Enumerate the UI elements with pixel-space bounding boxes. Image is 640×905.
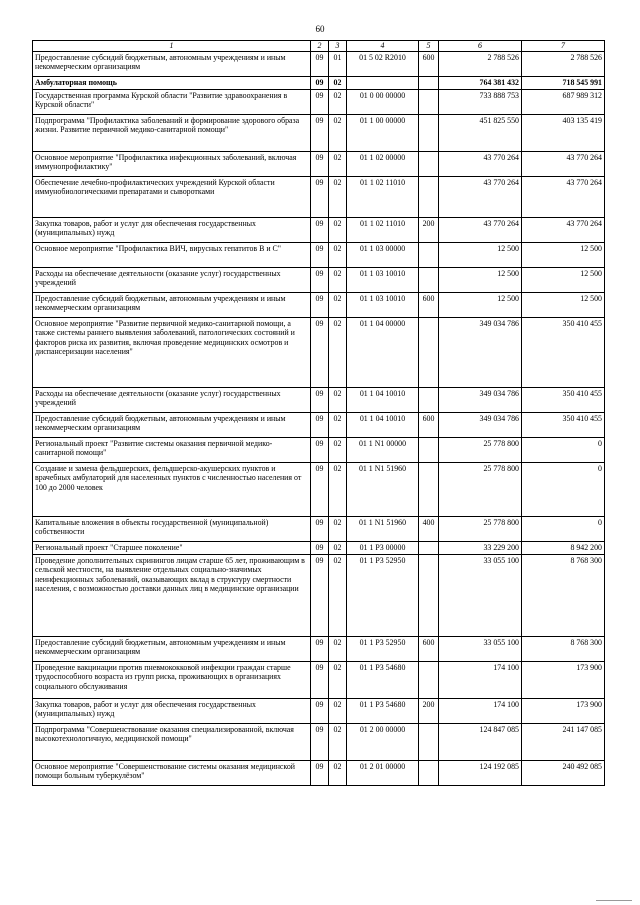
row-sum-2022: 0 <box>522 462 605 516</box>
row-section: 09 <box>311 437 329 462</box>
table-row <box>33 636 605 661</box>
row-subsection: 02 <box>329 114 347 151</box>
row-sum-2021: 33 229 200 <box>439 541 522 554</box>
table-row <box>33 412 605 437</box>
row-sum-2021: 733 888 753 <box>439 89 522 114</box>
column-number: 5 <box>419 41 439 52</box>
row-expense-type <box>419 387 439 412</box>
row-sum-2021: 451 825 550 <box>439 114 522 151</box>
row-sum-2021: 124 847 085 <box>439 723 522 760</box>
row-expense-type <box>419 151 439 176</box>
table-row <box>33 554 605 636</box>
row-subsection: 02 <box>329 317 347 387</box>
row-section: 09 <box>311 242 329 267</box>
row-name: Основное мероприятие "Профилактика ВИЧ, вирусных гепатитов В и С" <box>33 242 311 267</box>
row-target-article: 01 1 04 00000 <box>347 317 419 387</box>
table-row <box>33 541 605 554</box>
row-target-article: 01 1 03 10010 <box>347 267 419 292</box>
table-row <box>33 760 605 785</box>
row-subsection: 02 <box>329 89 347 114</box>
row-expense-type <box>419 437 439 462</box>
row-sum-2021: 43 770 264 <box>439 151 522 176</box>
row-sum-2021: 124 192 085 <box>439 760 522 785</box>
table-row <box>33 516 605 541</box>
row-name: Закупка товаров, работ и услуг для обеспечения государственных (муниципальных) нужд <box>33 217 311 242</box>
row-section: 09 <box>311 76 329 89</box>
row-section: 09 <box>311 661 329 698</box>
row-subsection: 02 <box>329 151 347 176</box>
row-name: Региональный проект "Развитие системы оказания первичной медико-санитарной помощи" <box>33 437 311 462</box>
table-row <box>33 661 605 698</box>
row-name: Предоставление субсидий бюджетным, автономным учреждениям и иным некоммерческим организациям <box>33 292 311 317</box>
table-row <box>33 437 605 462</box>
table-row <box>33 89 605 114</box>
row-expense-type: 600 <box>419 292 439 317</box>
row-name: Амбулаторная помощь <box>33 76 311 89</box>
row-sum-2022: 173 900 <box>522 661 605 698</box>
row-expense-type <box>419 723 439 760</box>
row-expense-type: 200 <box>419 217 439 242</box>
row-sum-2022: 43 770 264 <box>522 151 605 176</box>
table-row <box>33 267 605 292</box>
row-section: 09 <box>311 412 329 437</box>
row-sum-2021: 349 034 786 <box>439 412 522 437</box>
row-target-article: 01 1 P3 54680 <box>347 661 419 698</box>
row-section: 09 <box>311 114 329 151</box>
table-row <box>33 292 605 317</box>
row-name: Расходы на обеспечение деятельности (оказание услуг) государственных учреждений <box>33 387 311 412</box>
row-sum-2022: 350 410 455 <box>522 387 605 412</box>
row-section: 09 <box>311 217 329 242</box>
row-sum-2021: 33 055 100 <box>439 554 522 636</box>
row-target-article: 01 5 02 R2010 <box>347 51 419 76</box>
row-sum-2021: 33 055 100 <box>439 636 522 661</box>
row-subsection: 02 <box>329 636 347 661</box>
row-subsection: 01 <box>329 51 347 76</box>
row-section: 09 <box>311 292 329 317</box>
row-expense-type <box>419 554 439 636</box>
page-number: 60 <box>315 24 325 34</box>
row-target-article: 01 1 N1 51960 <box>347 462 419 516</box>
table-row <box>33 114 605 151</box>
row-sum-2022: 8 942 200 <box>522 541 605 554</box>
row-expense-type: 600 <box>419 51 439 76</box>
row-expense-type <box>419 114 439 151</box>
row-sum-2021: 12 500 <box>439 242 522 267</box>
row-sum-2022: 8 768 300 <box>522 554 605 636</box>
row-expense-type <box>419 317 439 387</box>
table-row <box>33 698 605 723</box>
row-expense-type: 400 <box>419 516 439 541</box>
row-target-article: 01 2 01 00000 <box>347 760 419 785</box>
row-sum-2022: 2 788 526 <box>522 51 605 76</box>
row-subsection: 02 <box>329 541 347 554</box>
row-target-article: 01 1 02 00000 <box>347 151 419 176</box>
table-row <box>33 242 605 267</box>
row-section: 09 <box>311 176 329 217</box>
row-sum-2022: 173 900 <box>522 698 605 723</box>
row-sum-2021: 25 778 800 <box>439 516 522 541</box>
row-subsection: 02 <box>329 267 347 292</box>
row-subsection: 02 <box>329 412 347 437</box>
row-section: 09 <box>311 387 329 412</box>
row-section: 09 <box>311 51 329 76</box>
row-subsection: 02 <box>329 554 347 636</box>
row-section: 09 <box>311 541 329 554</box>
row-sum-2022: 687 989 312 <box>522 89 605 114</box>
row-subsection: 02 <box>329 462 347 516</box>
table-row <box>33 217 605 242</box>
row-section: 09 <box>311 698 329 723</box>
row-name: Расходы на обеспечение деятельности (оказание услуг) государственных учреждений <box>33 267 311 292</box>
row-sum-2022: 43 770 264 <box>522 217 605 242</box>
column-number: 2 <box>311 41 329 52</box>
row-target-article: 01 2 00 00000 <box>347 723 419 760</box>
row-section: 09 <box>311 636 329 661</box>
row-target-article: 01 1 00 00000 <box>347 114 419 151</box>
row-sum-2021: 25 778 800 <box>439 462 522 516</box>
table-body <box>33 41 605 786</box>
row-name: Государственная программа Курской области "Развитие здравоохранения в Курской области" <box>33 89 311 114</box>
row-sum-2021: 12 500 <box>439 267 522 292</box>
row-sum-2021: 12 500 <box>439 292 522 317</box>
row-expense-type <box>419 267 439 292</box>
row-name: Предоставление субсидий бюджетным, автономным учреждениям и иным некоммерческим организациям <box>33 51 311 76</box>
table-row <box>33 76 605 89</box>
row-sum-2021: 43 770 264 <box>439 217 522 242</box>
row-target-article: 01 1 N1 00000 <box>347 437 419 462</box>
corner-mark <box>596 900 632 901</box>
column-number: 7 <box>522 41 605 52</box>
row-target-article: 01 1 02 11010 <box>347 176 419 217</box>
row-sum-2021: 2 788 526 <box>439 51 522 76</box>
row-target-article: 01 1 P3 54680 <box>347 698 419 723</box>
column-number: 1 <box>33 41 311 52</box>
row-sum-2022: 241 147 085 <box>522 723 605 760</box>
row-name: Капитальные вложения в объекты государственной (муниципальной) собственности <box>33 516 311 541</box>
row-subsection: 02 <box>329 217 347 242</box>
row-name: Региональный проект "Старшее поколение" <box>33 541 311 554</box>
row-name: Подпрограмма "Профилактика заболеваний и формирование здорового образа жизни. Развитие первичной медико-санитарной помощи" <box>33 114 311 151</box>
table-row <box>33 151 605 176</box>
budget-table <box>32 40 605 786</box>
table-row <box>33 51 605 76</box>
row-expense-type: 600 <box>419 636 439 661</box>
row-sum-2022: 350 410 455 <box>522 317 605 387</box>
row-sum-2021: 764 381 432 <box>439 76 522 89</box>
row-name: Проведение дополнительных скринингов лицам старше 65 лет, проживающим в сельской местности, на выявление отдельных социально-значимых неинфекционных заболеваний, оказывающих вклад в структуру смертности населения, с возможностью доставки данных лиц в медицинские организации <box>33 554 311 636</box>
row-name: Закупка товаров, работ и услуг для обеспечения государственных (муниципальных) нужд <box>33 698 311 723</box>
row-name: Обеспечение лечебно-профилактических учреждений Курской области иммунобиологическими препаратами и сыворотками <box>33 176 311 217</box>
row-expense-type <box>419 661 439 698</box>
row-expense-type <box>419 760 439 785</box>
table-row <box>33 317 605 387</box>
row-sum-2022: 8 768 300 <box>522 636 605 661</box>
column-number: 3 <box>329 41 347 52</box>
row-name: Проведение вакцинации против пневмококковой инфекции граждан старше трудоспособного возраста из групп риска, проживающих в организациях социального обслуживания <box>33 661 311 698</box>
row-sum-2022: 0 <box>522 437 605 462</box>
row-target-article: 01 1 P3 52950 <box>347 636 419 661</box>
row-sum-2022: 0 <box>522 516 605 541</box>
row-target-article: 01 1 03 00000 <box>347 242 419 267</box>
column-number: 6 <box>439 41 522 52</box>
row-name: Основное мероприятие "Совершенствование системы оказания медицинской помощи больным туберкулёзом" <box>33 760 311 785</box>
row-section: 09 <box>311 317 329 387</box>
row-subsection: 02 <box>329 242 347 267</box>
row-name: Предоставление субсидий бюджетным, автономным учреждениям и иным некоммерческим организациям <box>33 636 311 661</box>
row-section: 09 <box>311 462 329 516</box>
row-name: Основное мероприятие "Развитие первичной медико-санитарной помощи, а также системы раннего выявления заболеваний, патологических состояний и факторов риска их развития, включая проведение медицинских осмотров и диспансеризации населения" <box>33 317 311 387</box>
table-row <box>33 462 605 516</box>
row-target-article: 01 0 00 00000 <box>347 89 419 114</box>
row-expense-type: 600 <box>419 412 439 437</box>
row-target-article <box>347 76 419 89</box>
row-target-article: 01 1 04 10010 <box>347 412 419 437</box>
row-sum-2022: 350 410 455 <box>522 412 605 437</box>
row-expense-type <box>419 462 439 516</box>
table-row <box>33 723 605 760</box>
row-target-article: 01 1 03 10010 <box>347 292 419 317</box>
row-target-article: 01 1 P3 00000 <box>347 541 419 554</box>
row-expense-type <box>419 89 439 114</box>
row-target-article: 01 1 N1 51960 <box>347 516 419 541</box>
row-subsection: 02 <box>329 661 347 698</box>
column-number-row <box>33 41 605 52</box>
row-subsection: 02 <box>329 516 347 541</box>
row-sum-2022: 240 492 085 <box>522 760 605 785</box>
row-subsection: 02 <box>329 760 347 785</box>
row-target-article: 01 1 04 10010 <box>347 387 419 412</box>
row-section: 09 <box>311 89 329 114</box>
row-name: Создание и замена фельдшерских, фельдшерско-акушерских пунктов и врачебных амбулаторий для населенных пунктов с численностью населения от 100 до 2000 человек <box>33 462 311 516</box>
row-sum-2021: 174 100 <box>439 661 522 698</box>
row-sum-2022: 718 545 991 <box>522 76 605 89</box>
row-expense-type: 200 <box>419 698 439 723</box>
row-sum-2022: 403 135 419 <box>522 114 605 151</box>
row-target-article: 01 1 P3 52950 <box>347 554 419 636</box>
row-subsection: 02 <box>329 723 347 760</box>
row-expense-type <box>419 541 439 554</box>
row-subsection: 02 <box>329 292 347 317</box>
row-target-article: 01 1 02 11010 <box>347 217 419 242</box>
row-sum-2021: 174 100 <box>439 698 522 723</box>
row-sum-2021: 349 034 786 <box>439 317 522 387</box>
row-expense-type <box>419 242 439 267</box>
table-row <box>33 387 605 412</box>
row-section: 09 <box>311 151 329 176</box>
row-subsection: 02 <box>329 387 347 412</box>
row-sum-2022: 12 500 <box>522 242 605 267</box>
row-name: Подпрограмма "Совершенствование оказания специализированной, включая высокотехнологичную, медицинской помощи" <box>33 723 311 760</box>
row-subsection: 02 <box>329 76 347 89</box>
row-section: 09 <box>311 723 329 760</box>
row-section: 09 <box>311 554 329 636</box>
row-name: Предоставление субсидий бюджетным, автономным учреждениям и иным некоммерческим организациям <box>33 412 311 437</box>
row-section: 09 <box>311 760 329 785</box>
row-sum-2021: 43 770 264 <box>439 176 522 217</box>
row-sum-2022: 43 770 264 <box>522 176 605 217</box>
table-row <box>33 176 605 217</box>
row-sum-2021: 25 778 800 <box>439 437 522 462</box>
row-subsection: 02 <box>329 437 347 462</box>
row-sum-2022: 12 500 <box>522 292 605 317</box>
row-sum-2022: 12 500 <box>522 267 605 292</box>
row-subsection: 02 <box>329 176 347 217</box>
row-name: Основное мероприятие "Профилактика инфекционных заболеваний, включая иммунопрофилактику" <box>33 151 311 176</box>
row-expense-type <box>419 176 439 217</box>
row-subsection: 02 <box>329 698 347 723</box>
row-section: 09 <box>311 516 329 541</box>
row-section: 09 <box>311 267 329 292</box>
row-sum-2021: 349 034 786 <box>439 387 522 412</box>
row-expense-type <box>419 76 439 89</box>
column-number: 4 <box>347 41 419 52</box>
